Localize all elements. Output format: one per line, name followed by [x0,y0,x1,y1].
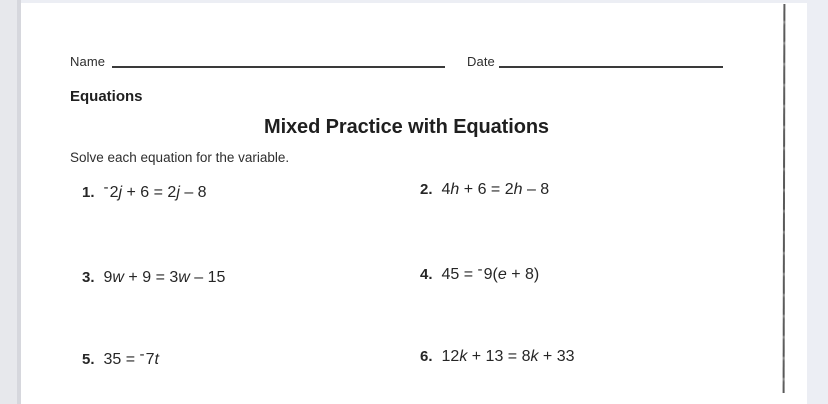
equation-text: 12k + 13 = 8k + 33 [441,348,575,365]
viewer-margin-top [0,0,828,3]
problem-number: 5. [82,351,95,368]
equation-text: -2j + 6 = 2j – 8 [103,179,207,201]
date-label: Date [467,54,495,69]
raised-negative-sign: - [103,179,109,197]
raised-negative-sign: - [139,346,145,364]
equation-text: 9w + 9 = 3w – 15 [103,269,226,286]
problem-number: 4. [420,266,433,283]
worksheet-instructions: Solve each equation for the variable. [70,150,290,165]
equation-text: 35 = -7t [103,346,159,368]
page-fold-scan-line [783,4,786,393]
equation-text: 4h + 6 = 2h – 8 [441,181,550,198]
problem-item [82,269,225,287]
problem-number: 6. [420,348,433,365]
equation-text: 45 = -9(e + 8) [441,261,540,283]
worksheet-section-header: Equations [70,88,143,105]
date-blank-line [499,66,723,68]
name-label: Name [70,54,106,69]
viewer-margin-right [807,0,828,404]
name-blank-line [112,66,445,68]
problem-item [82,346,159,369]
problem-item [82,179,207,202]
problem-number: 1. [82,184,95,201]
problem-number: 2. [420,181,433,198]
problem-item [420,181,549,199]
viewer-margin-left [0,0,21,404]
problem-item [420,348,575,366]
problem-item [420,261,540,284]
worksheet-title: Mixed Practice with Equations [264,116,549,138]
raised-negative-sign: - [477,261,483,279]
problem-number: 3. [82,269,95,286]
